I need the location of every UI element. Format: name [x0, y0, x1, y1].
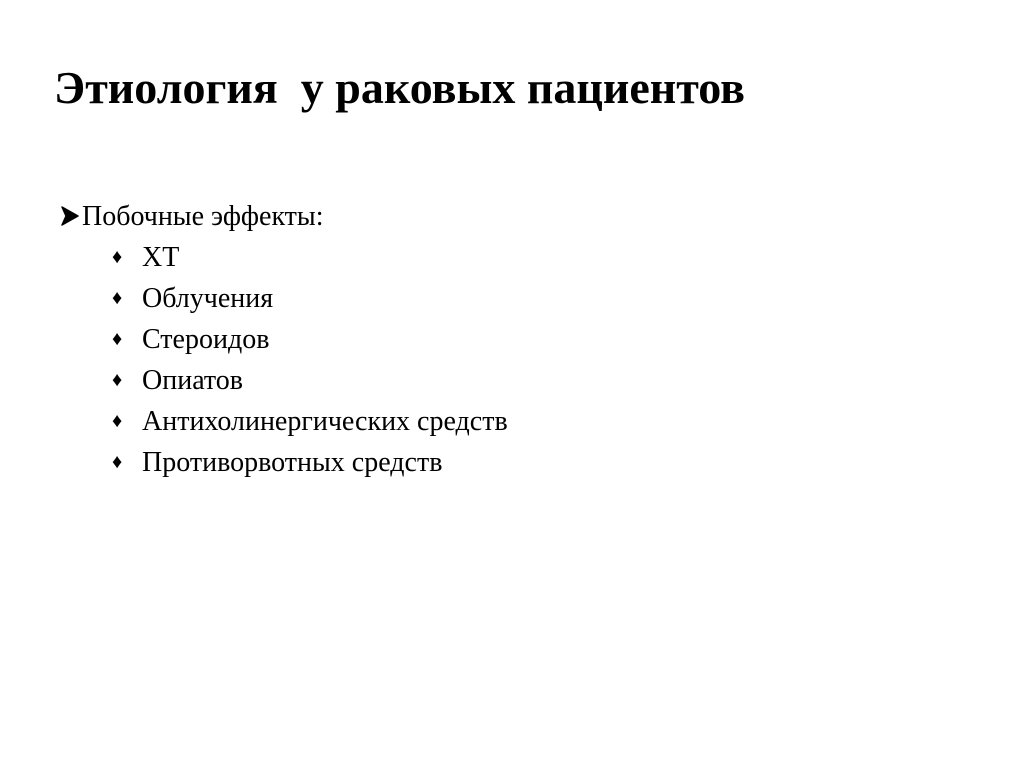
- sub-item-label: Опиатов: [142, 364, 243, 396]
- sub-item-label: ХТ: [142, 241, 180, 273]
- diamond-bullet-icon: ♦: [112, 451, 123, 473]
- sub-item: [112, 401, 508, 442]
- sub-item-label: Стероидов: [142, 323, 270, 355]
- sub-item-label: Антихолинергических средств: [142, 405, 508, 437]
- diamond-bullet-icon: ♦: [112, 328, 123, 350]
- diamond-bullet-icon: ♦: [112, 369, 123, 391]
- sub-item-label: Облучения: [142, 282, 274, 314]
- sub-list: [60, 237, 508, 483]
- bullet-label: Побочные эффекты:: [82, 200, 324, 232]
- arrow-bullet-icon: [60, 196, 82, 237]
- sub-item-label: Противорвотных средств: [142, 446, 443, 478]
- diamond-bullet-icon: ♦: [112, 410, 123, 432]
- sub-item: [112, 360, 508, 401]
- diamond-bullet-icon: ♦: [112, 287, 123, 309]
- diamond-bullet-icon: ♦: [112, 246, 123, 268]
- bullet-list: [60, 196, 508, 483]
- sub-item: [112, 278, 508, 319]
- sub-item: [112, 237, 508, 278]
- slide-title: Этиология у раковых пациентов: [54, 62, 745, 113]
- bullet-item-side-effects: [60, 196, 508, 483]
- sub-item: [112, 319, 508, 360]
- sub-item: [112, 442, 508, 483]
